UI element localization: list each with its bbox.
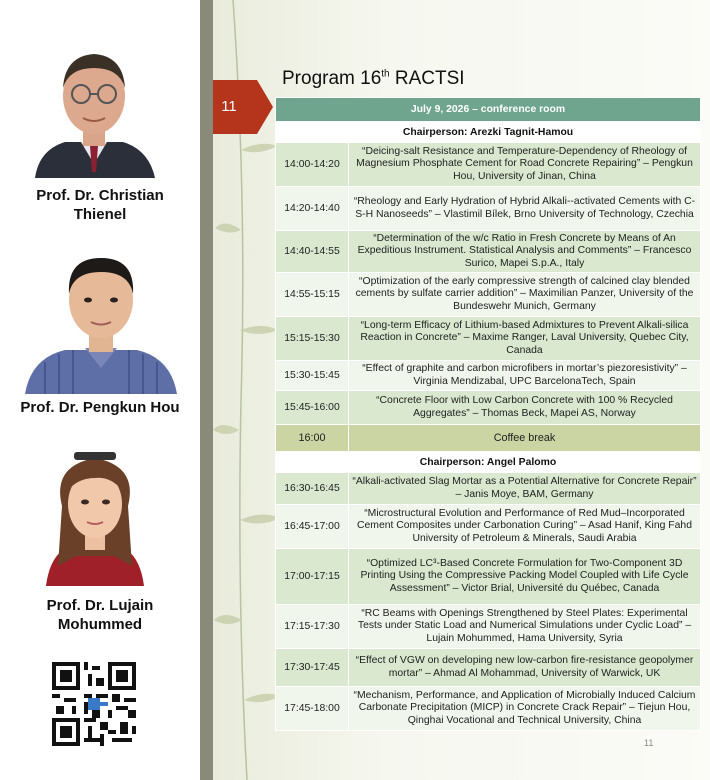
table-row: 17:30-17:45 “Effect of VGW on developing new low-carbon fire-resistance geopolymer mortar” – Ahmad Al Mohammad, University of Warwick, UK — [276, 649, 701, 687]
page-title: Program 16th RACTSI — [282, 68, 465, 89]
speaker-panel — [0, 0, 200, 780]
table-row: 15:30-15:45 “Effect of graphite and carbon microfibers in mortar’s piezoresistivity” – Virginia Mendizabal, UPC BarcelonaTech, Spain — [276, 361, 701, 391]
chair-row-1: Chairperson: Arezki Tagnit-Hamou — [276, 122, 701, 143]
qr-code-icon[interactable] — [52, 662, 136, 746]
program-table — [275, 97, 701, 731]
speaker-name-2: Prof. Dr. Pengkun Hou — [20, 399, 180, 416]
speaker-name-3: Prof. Dr. Lujain Mohummed — [46, 597, 154, 633]
date-header-row: July 9, 2026 – conference room — [276, 98, 701, 122]
table-row: 17:45-18:00 “Mechanism, Performance, and Application of Microbially Induced Calcium Carbonate Precipitation (MICP) in Concrete Crack Repair” – Tiejun Hou, Qinghai Vocational and Technical University, China — [276, 687, 701, 731]
table-row: 16:30-16:45 “Alkali-activated Slag Mortar as a Potential Alternative for Concrete Repair” – Janis Moye, BAM, Germany — [276, 473, 701, 505]
speaker-photo-2 — [25, 244, 177, 394]
table-row: 17:15-17:30 “RC Beams with Openings Strengthened by Steel Plates: Experimental Tests under Static Load and Numerical Simulations under Cyclic Load” – Lujain Mohummed, Hama University, Syria — [276, 605, 701, 649]
table-row: 17:00-17:15 “Optimized LC³-Based Concrete Formulation for Two-Component 3D Printing Using the Compressive Packing Model Coupled with Life Cycle Assessment” – Victor Brial, Université du Québec, Canada — [276, 549, 701, 605]
speaker-photo-3 — [40, 446, 150, 586]
page-badge-number: 11 — [221, 98, 237, 115]
table-row: 14:40-14:55 “Determination of the w/c Ratio in Fresh Concrete by Means of An Expeditious Instrument. Statistical Analysis and Comments” – Francesco Surico, Mapei S.p.A., Italy — [276, 231, 701, 273]
page-number: 11 — [644, 738, 654, 748]
table-row: 16:45-17:00 “Microstructural Evolution and Performance of Red Mud–Incorporated Cement Composites under Carbonation Curing” – Asad Hanif, King Fahd University of Petroleum & Minerals, Saudi Arabia — [276, 505, 701, 549]
table-row: 15:15-15:30 “Long-term Efficacy of Lithium-based Admixtures to Prevent Alkali-silica Reaction in Concrete” – Maxime Ranger, Laval University, Quebec City, Canada — [276, 317, 701, 361]
table-row: 14:00-14:20 “Deicing-salt Resistance and Temperature-Dependency of Rheology of Magnesium Phosphate Cement for Road Concrete Repairing” – Pengkun Hou, University of Jinan, China — [276, 143, 701, 187]
divider-bar — [200, 0, 213, 780]
table-row: 14:20-14:40 “Rheology and Early Hydration of Hybrid Alkali--activated Cements with C-S-H Nanoseeds” – Vlastimil Bílek, Brno University of Technology, Czechia — [276, 187, 701, 231]
table-row: 14:55-15:15 “Optimization of the early compressive strength of calcined clay blended cements by sulfate carrier addition” – Maximilian Panzer, University of the Bundeswehr Munich, Germany — [276, 273, 701, 317]
speaker-photo-1 — [25, 38, 163, 178]
speaker-name-1: Prof. Dr. Christian Thienel — [36, 187, 164, 223]
coffee-break-row: 16:00 Coffee break — [276, 425, 701, 452]
chair-row-2: Chairperson: Angel Palomo — [276, 452, 701, 473]
table-row: 15:45-16:00 “Concrete Floor with Low Carbon Concrete with 100 % Recycled Aggregates” – Thomas Beck, Mapei AS, Norway — [276, 391, 701, 425]
